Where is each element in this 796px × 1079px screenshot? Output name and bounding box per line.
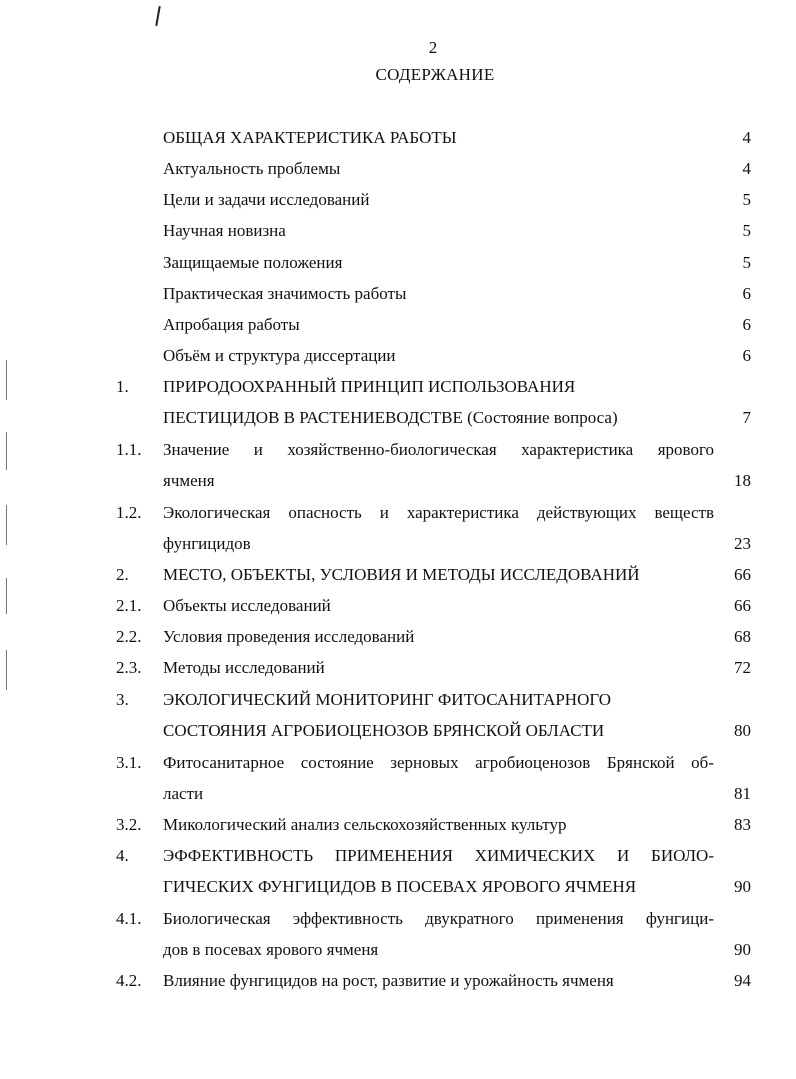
pen-mark [155,6,160,26]
toc-entry-title: Объекты исследований [163,596,331,615]
toc-entry [0,871,796,902]
toc-entry-page: 4 [742,159,751,178]
toc-entry-page: 90 [734,940,751,959]
toc-entry [0,278,796,309]
toc-entry-page: 23 [734,534,751,553]
toc-entry-title: Апробация работы [163,315,300,334]
toc-entry-title: Условия проведения исследований [163,627,415,646]
toc-entry-title: Защищаемые положения [163,253,343,272]
toc-entry-page: 6 [742,315,751,334]
toc-entry-title: ЭКОЛОГИЧЕСКИЙ МОНИТОРИНГ ФИТОСАНИТАРНОГО [163,690,612,709]
toc-entry-title: Микологический анализ сельскохозяйственных культур [163,815,567,834]
page-number: 2 [428,38,438,57]
toc-entry-title: Актуальность проблемы [163,159,341,178]
toc-entry-number: 2.3. [116,658,142,677]
toc-entry [0,340,796,371]
toc-entry-page: 6 [742,346,751,365]
page-title: СОДЕРЖАНИЕ [375,65,495,84]
toc-entry [0,809,796,840]
toc-entry-title: Научная новизна [163,221,286,240]
toc-entry [0,747,796,778]
toc-entry-number: 1. [116,377,129,396]
toc-entry-title: Значение и хозяйственно-биологическая характеристика ярового [163,440,714,459]
toc-entry [0,590,796,621]
toc-entry-number: 2.2. [116,627,142,646]
toc-entry-title: СОСТОЯНИЯ АГРОБИОЦЕНОЗОВ БРЯНСКОЙ ОБЛАСТИ [163,721,605,740]
toc-entry-page: 90 [734,877,751,896]
toc-entry-title: Методы исследований [163,658,325,677]
toc-entry-number: 3.2. [116,815,142,834]
toc-entry [0,434,796,465]
toc-entry-page: 5 [742,221,751,240]
toc-entry-page: 94 [734,971,751,990]
toc-entry [0,153,796,184]
toc-entry-number: 1.2. [116,503,142,522]
toc-entry-title: МЕСТО, ОБЪЕКТЫ, УСЛОВИЯ И МЕТОДЫ ИССЛЕДОВАНИЙ [163,565,640,584]
toc-entry [0,215,796,246]
toc-entry [0,965,796,996]
toc-entry [0,652,796,683]
toc-entry-number: 3. [116,690,129,709]
toc-entry-title: Цели и задачи исследований [163,190,370,209]
toc-entry-title: Биологическая эффективность двукратного применения фунгици- [163,909,714,928]
toc-entry-number: 2. [116,565,129,584]
toc-entry-title: Практическая значимость работы [163,284,407,303]
toc-entry-number: 2.1. [116,596,142,615]
toc-entry-title: Влияние фунгицидов на рост, развитие и урожайность ячменя [163,971,614,990]
toc-entry-title: ячменя [163,471,215,490]
toc-entry-page: 72 [734,658,751,677]
toc-entry [0,934,796,965]
toc-entry [0,309,796,340]
toc-entry-page: 4 [742,128,751,147]
toc-entry [0,528,796,559]
toc-entry-page: 81 [734,784,751,803]
toc-entry-number: 4.2. [116,971,142,990]
toc-entry-number: 1.1. [116,440,142,459]
toc-entry [0,402,796,433]
toc-entry-title: Экологическая опасность и характеристика действующих веществ [163,503,714,522]
toc-entry [0,247,796,278]
toc-entry [0,715,796,746]
toc-entry-title: ГИЧЕСКИХ ФУНГИЦИДОВ В ПОСЕВАХ ЯРОВОГО ЯЧМЕНЯ [163,877,637,896]
toc-entry [0,371,796,402]
toc-entry-title: ОБЩАЯ ХАРАКТЕРИСТИКА РАБОТЫ [163,128,457,147]
toc-entry-page: 66 [734,565,751,584]
toc-entry-title: фунгицидов [163,534,251,553]
toc-entry-number: 4. [116,846,129,865]
toc-entry-page: 80 [734,721,751,740]
toc-entry [0,903,796,934]
toc-entry [0,778,796,809]
toc-entry-title: ПРИРОДООХРАННЫЙ ПРИНЦИП ИСПОЛЬЗОВАНИЯ [163,377,576,396]
toc-entry-title: Фитосанитарное состояние зерновых агробиоценозов Брянской об- [163,753,714,772]
toc-entry-title: Объём и структура диссертации [163,346,396,365]
toc-entry-title: ПЕСТИЦИДОВ В РАСТЕНИЕВОДСТВЕ (Состояние вопроса) [163,408,618,427]
toc-entry [0,840,796,871]
toc-entry-page: 18 [734,471,751,490]
toc-entry-page: 66 [734,596,751,615]
toc-entry [0,559,796,590]
toc-entry-page: 83 [734,815,751,834]
toc-entry-page: 5 [742,190,751,209]
toc-entry-number: 3.1. [116,753,142,772]
toc-entry-page: 7 [742,408,751,427]
toc-entry [0,122,796,153]
toc-entry [0,465,796,496]
toc-entry [0,621,796,652]
toc-entry-number: 4.1. [116,909,142,928]
toc-entry-page: 5 [742,253,751,272]
toc-entry-page: 6 [742,284,751,303]
toc-entry [0,184,796,215]
toc-entry [0,684,796,715]
toc-entry-title: ласти [163,784,204,803]
toc-entry-title: ЭФФЕКТИВНОСТЬ ПРИМЕНЕНИЯ ХИМИЧЕСКИХ И БИОЛО- [163,846,714,865]
toc-entry-title: дов в посевах ярового ячменя [163,940,379,959]
toc-entry-page: 68 [734,627,751,646]
toc-entry [0,497,796,528]
